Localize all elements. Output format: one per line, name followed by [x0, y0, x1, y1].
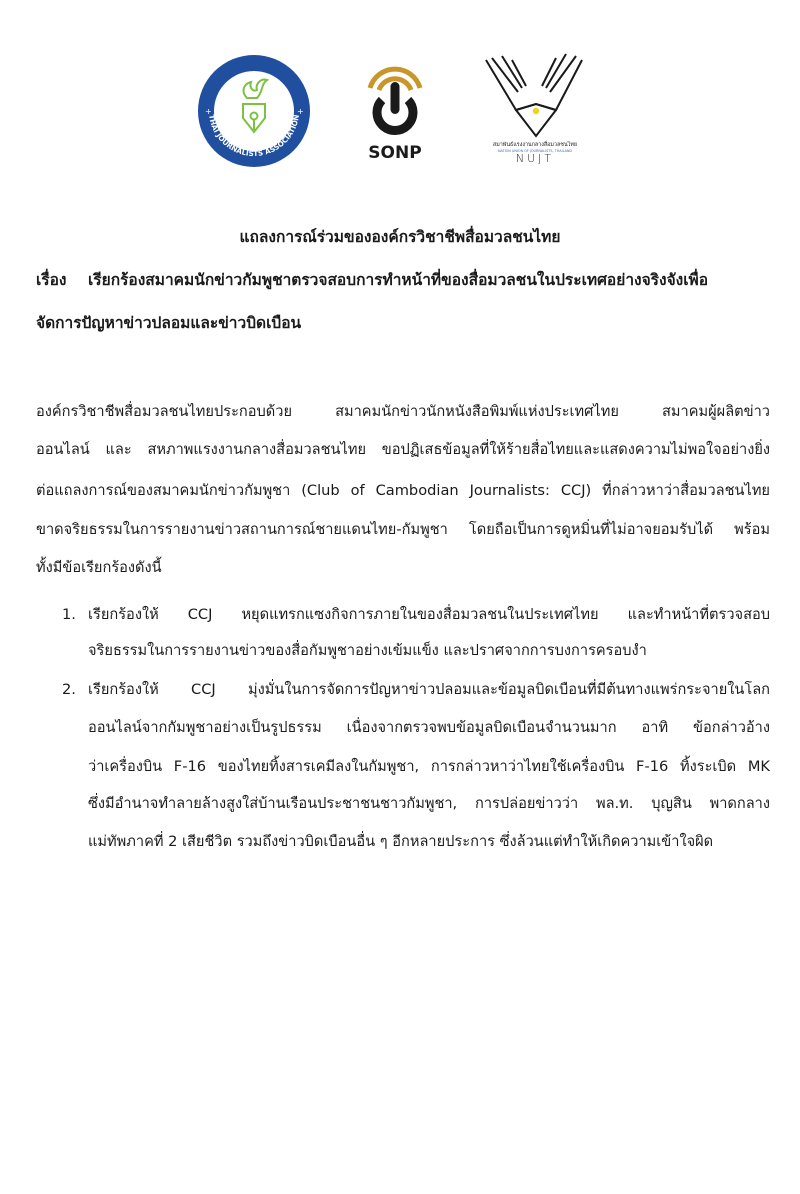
svg-text:NUJT: NUJT	[515, 152, 555, 164]
paragraph-line: องค์กรวิชาชีพสื่อมวลชนไทยประกอบด้วย สมาคมนักข่าวนักหนังสือพิมพ์แห่งประเทศไทย สมาคมผู้ผลิตข่าว	[36, 403, 770, 420]
list-item-line: ซึ่งมีอำนาจทำลายล้างสูงใส่บ้านเรือนประชาชนชาวกัมพูชา, การปล่อยข่าวว่า พล.ท. บุญสิน พาดกลาง	[88, 795, 770, 812]
nujt-logo	[478, 52, 592, 164]
list-item-line: เรียกร้องให้ CCJ หยุดแทรกแซงกิจการภายในของสื่อมวลชนในประเทศไทย และทำหน้าที่ตรวจสอบ	[88, 606, 770, 623]
paragraph-line: ทั้งมีข้อเรียกร้องดังนี้	[36, 559, 162, 576]
tja-emblem-icon	[195, 52, 313, 170]
list-number: 1.	[62, 606, 76, 623]
svg-text:THAI JOURNALISTS ASSOCIATION: THAI JOURNALISTS ASSOCIATION	[207, 113, 301, 159]
svg-text:SONP: SONP	[368, 143, 422, 163]
list-item-line: เรียกร้องให้ CCJ มุ่งมั่นในการจัดการปัญหาข่าวปลอมและข้อมูลบิดเบือนที่มีต้นทางแพร่กระจายในโลก	[88, 681, 770, 698]
subject-line: จัดการปัญหาข่าวปลอมและข่าวบิดเบือน	[36, 314, 302, 332]
hands-emblem-icon	[478, 52, 592, 164]
tja-logo	[195, 52, 313, 170]
paragraph-line: ออนไลน์ และ สหภาพแรงงานกลางสื่อมวลชนไทย ขอปฏิเสธข้อมูลที่ให้ร้ายสื่อไทยและแสดงความไม่พอใจอย่างยิ่ง	[36, 441, 770, 458]
list-number: 2.	[62, 681, 76, 698]
power-signal-icon	[360, 52, 430, 164]
svg-text:+: +	[205, 107, 212, 116]
logo-bar	[0, 50, 800, 170]
subject-label: เรื่อง	[36, 271, 67, 289]
list-item-line: ออนไลน์จากกัมพูชาอย่างเป็นรูปธรรม เนื่องจากตรวจพบข้อมูลบิดเบือนจำนวนมาก อาทิ ข้อกล่าวอ้าง	[88, 719, 770, 736]
paragraph-line: ขาดจริยธรรมในการรายงานข่าวสถานการณ์ชายแดนไทย-กัมพูชา โดยถือเป็นการดูหมิ่นที่ไม่อาจยอมรับได้ พร้อม	[36, 521, 770, 538]
list-item-line: แม่ทัพภาคที่ 2 เสียชีวิต รวมถึงข่าวบิดเบือนอื่น ๆ อีกหลายประการ ซึ่งล้วนแต่ทำให้เกิดความเข้าใจผิด	[88, 833, 714, 850]
svg-text:สมาพันธ์แรงงานกลางสื่อมวลชนไทย: สมาพันธ์แรงงานกลางสื่อมวลชนไทย	[492, 142, 578, 148]
list-item-line: ว่าเครื่องบิน F-16 ของไทยทิ้งสารเคมีลงในกัมพูชา, การกล่าวหาว่าไทยใช้เครื่องบิน F-16 ทิ้งระเบิด MK	[88, 758, 770, 775]
sonp-logo	[360, 52, 430, 164]
svg-text:NATION UNION OF JOURNALISTS, T: NATION UNION OF JOURNALISTS, THAILAND	[497, 149, 573, 153]
document-title: แถลงการณ์ร่วมขององค์กรวิชาชีพสื่อมวลชนไทย	[239, 228, 561, 246]
subject-line: เรียกร้องสมาคมนักข่าวกัมพูชาตรวจสอบการทำหน้าที่ของสื่อมวลชนในประเทศอย่างจริงจังเพื่อ	[88, 271, 709, 289]
paragraph-line: ต่อแถลงการณ์ของสมาคมนักข่าวกัมพูชา (Club of Cambodian Journalists: CCJ) ที่กล่าวหาว่าสื่อมวลชนไทย	[36, 482, 770, 499]
list-item-line: จริยธรรมในการรายงานข่าวของสื่อกัมพูชาอย่างเข้มแข็ง และปราศจากการบงการครอบงำ	[88, 642, 647, 659]
svg-text:+: +	[297, 107, 304, 116]
